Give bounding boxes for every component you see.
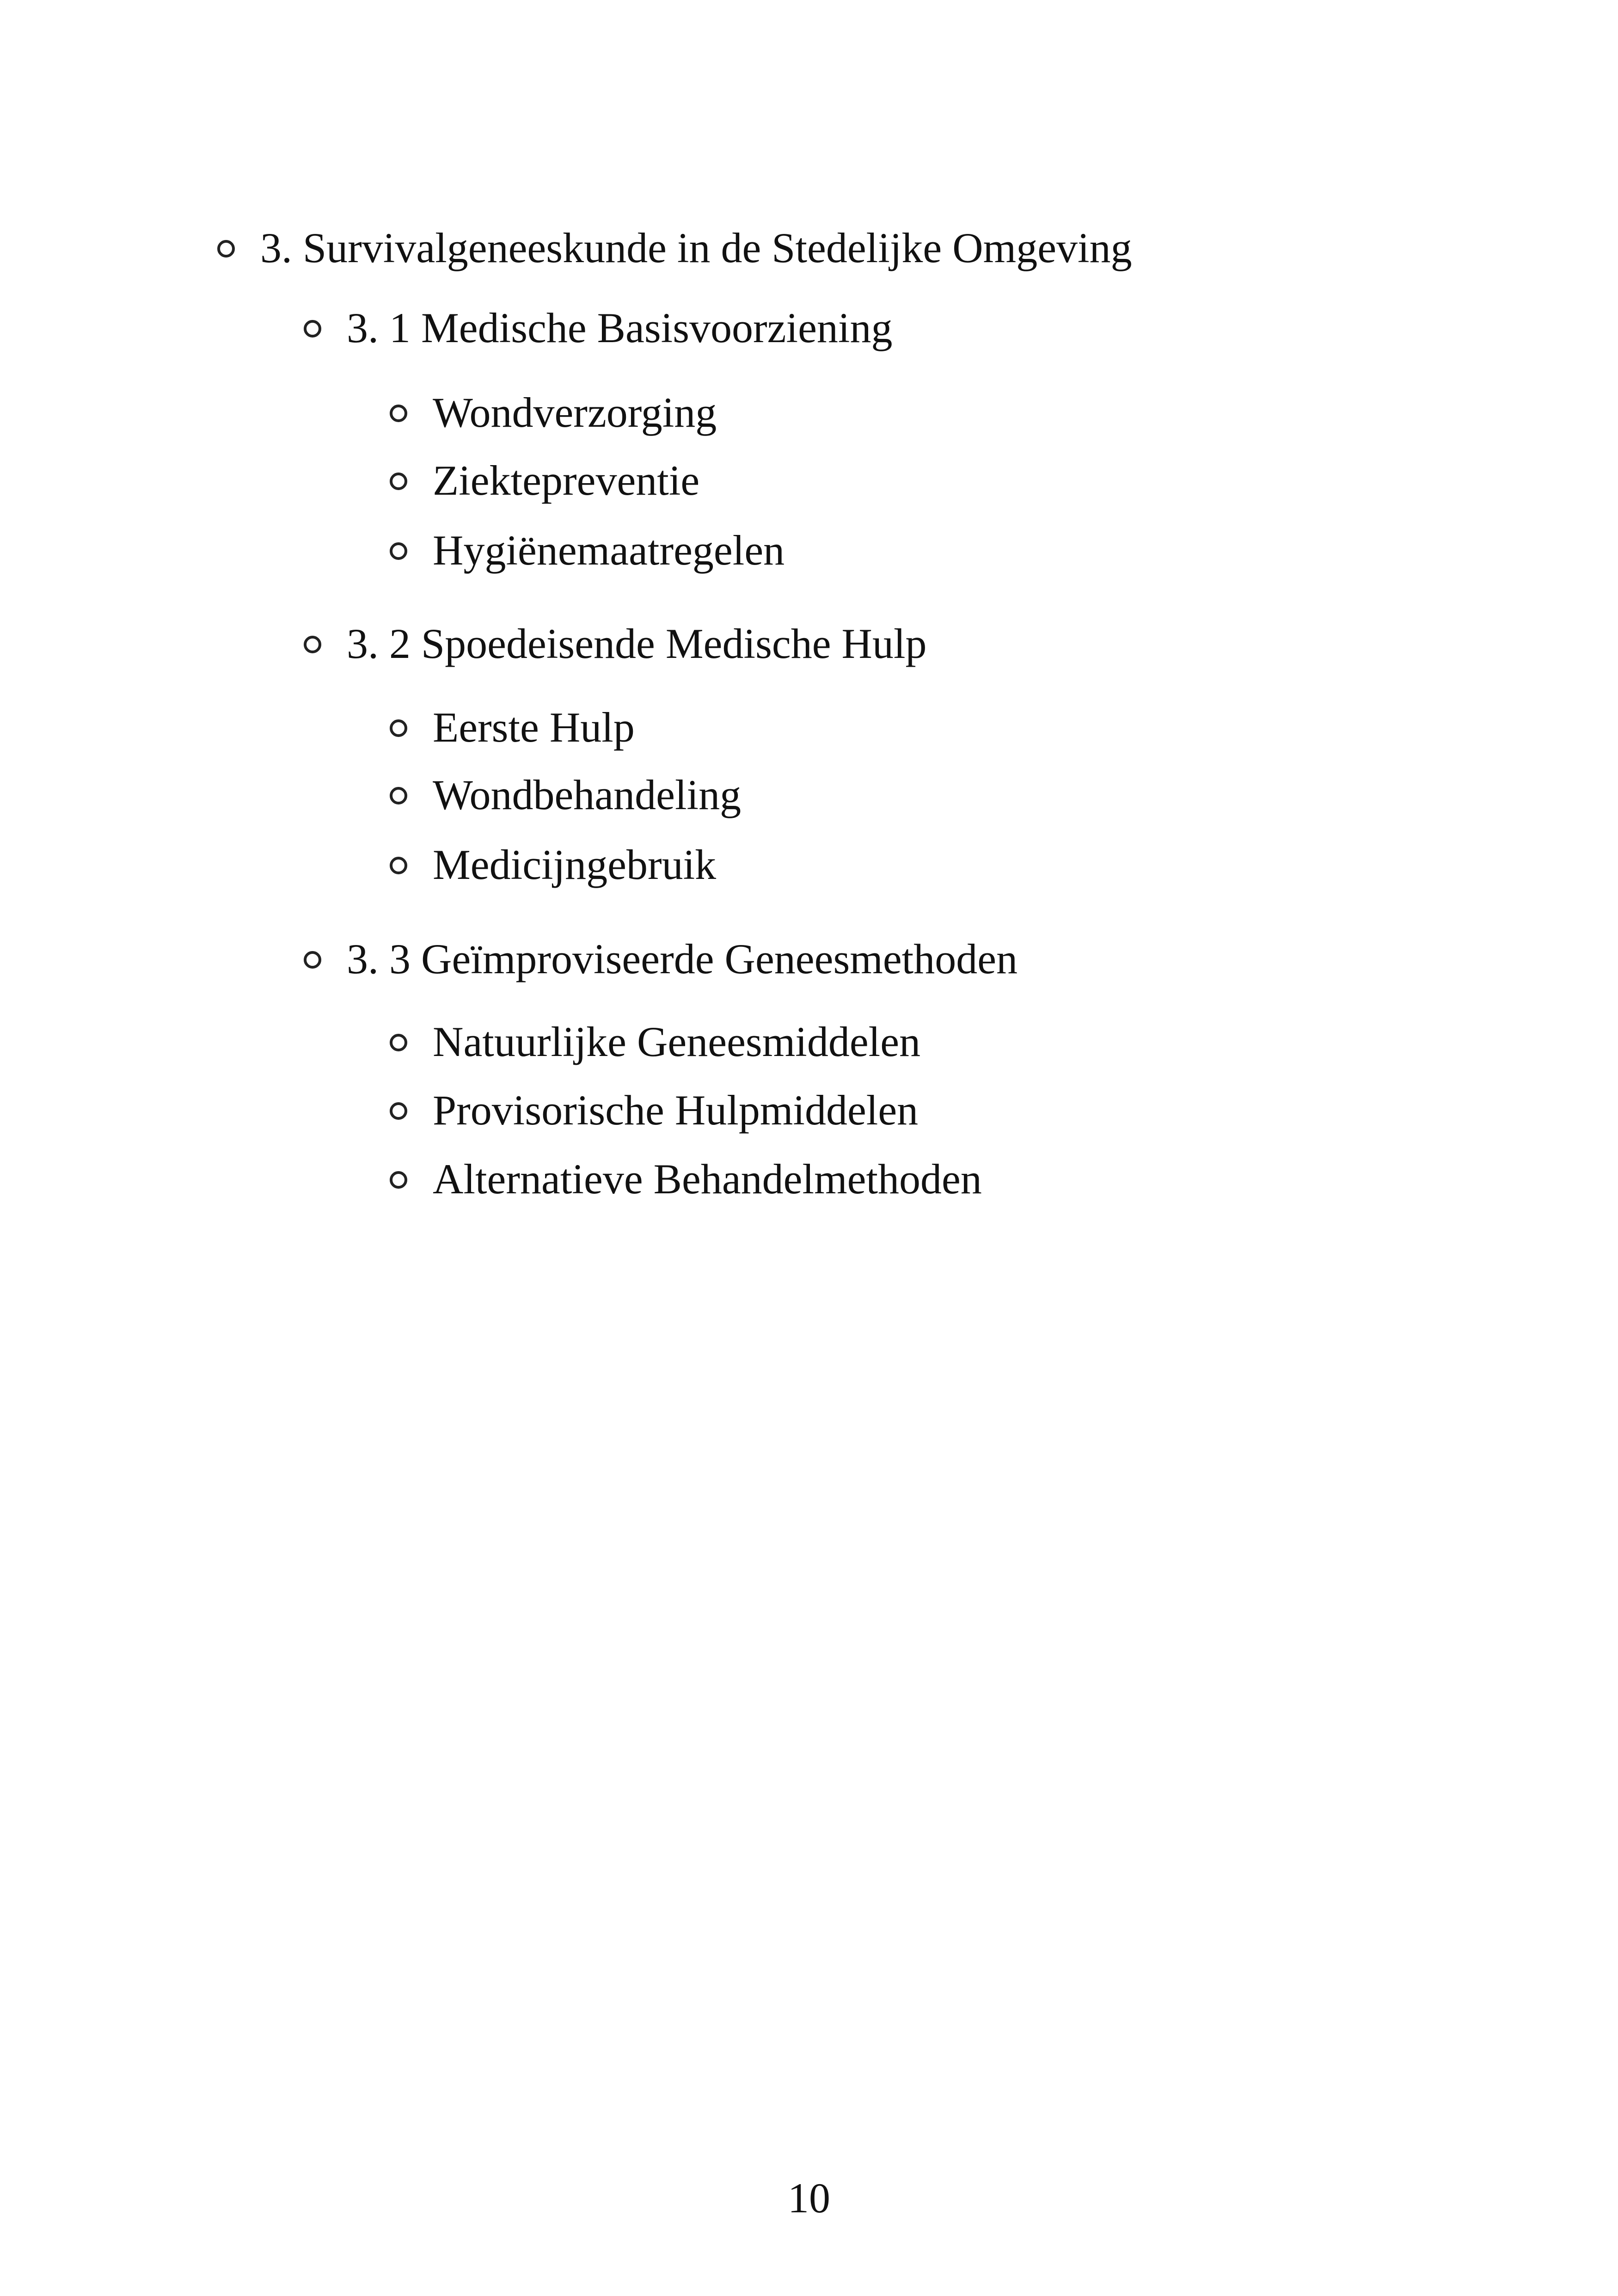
hollow-circle-bullet-icon — [390, 473, 407, 490]
item-label: Alternatieve Behandelmethoden — [433, 1155, 982, 1203]
hollow-circle-bullet-icon — [390, 1171, 407, 1189]
outline-item — [390, 391, 717, 434]
hollow-circle-bullet-icon — [390, 542, 407, 560]
outline-item — [390, 459, 699, 502]
item-label: Natuurlijke Geneesmiddelen — [433, 1018, 921, 1065]
item-label: Wondverzorging — [433, 389, 717, 436]
outline-item — [390, 1087, 919, 1134]
outline-item — [390, 1155, 982, 1203]
outline-item — [390, 843, 716, 886]
outline-item — [390, 706, 635, 749]
item-label: Provisorische Hulpmiddelen — [433, 1087, 919, 1134]
item-label: Hygiënemaatregelen — [433, 527, 785, 574]
item-label: Wondbehandeling — [433, 771, 742, 818]
outline-section — [304, 304, 893, 351]
page-number: 10 — [788, 2174, 830, 2222]
hollow-circle-bullet-icon — [304, 951, 321, 969]
item-label: Medicijngebruik — [433, 841, 717, 888]
hollow-circle-bullet-icon — [390, 1034, 407, 1051]
section-title: 3. 3 Geïmproviseerde Geneesmethoden — [347, 935, 1018, 982]
outline-section — [304, 622, 927, 665]
hollow-circle-bullet-icon — [304, 636, 321, 653]
outline-chapter — [217, 224, 1132, 271]
outline-item — [390, 771, 742, 818]
outline-item — [390, 1020, 920, 1063]
section-title: 3. 1 Medische Basisvoorziening — [347, 304, 893, 351]
outline-section — [304, 935, 1018, 982]
item-label: Ziektepreventie — [433, 457, 700, 504]
outline-item — [390, 527, 785, 574]
hollow-circle-bullet-icon — [390, 857, 407, 874]
hollow-circle-bullet-icon — [390, 719, 407, 737]
hollow-circle-bullet-icon — [304, 320, 321, 338]
section-title: 3. 2 Spoedeisende Medische Hulp — [347, 620, 927, 667]
chapter-title: 3. Survivalgeneeskunde in de Stedelijke Omgeving — [260, 224, 1132, 271]
hollow-circle-bullet-icon — [390, 405, 407, 422]
hollow-circle-bullet-icon — [390, 1102, 407, 1120]
hollow-circle-bullet-icon — [217, 240, 235, 258]
item-label: Eerste Hulp — [433, 704, 635, 751]
hollow-circle-bullet-icon — [390, 787, 407, 804]
